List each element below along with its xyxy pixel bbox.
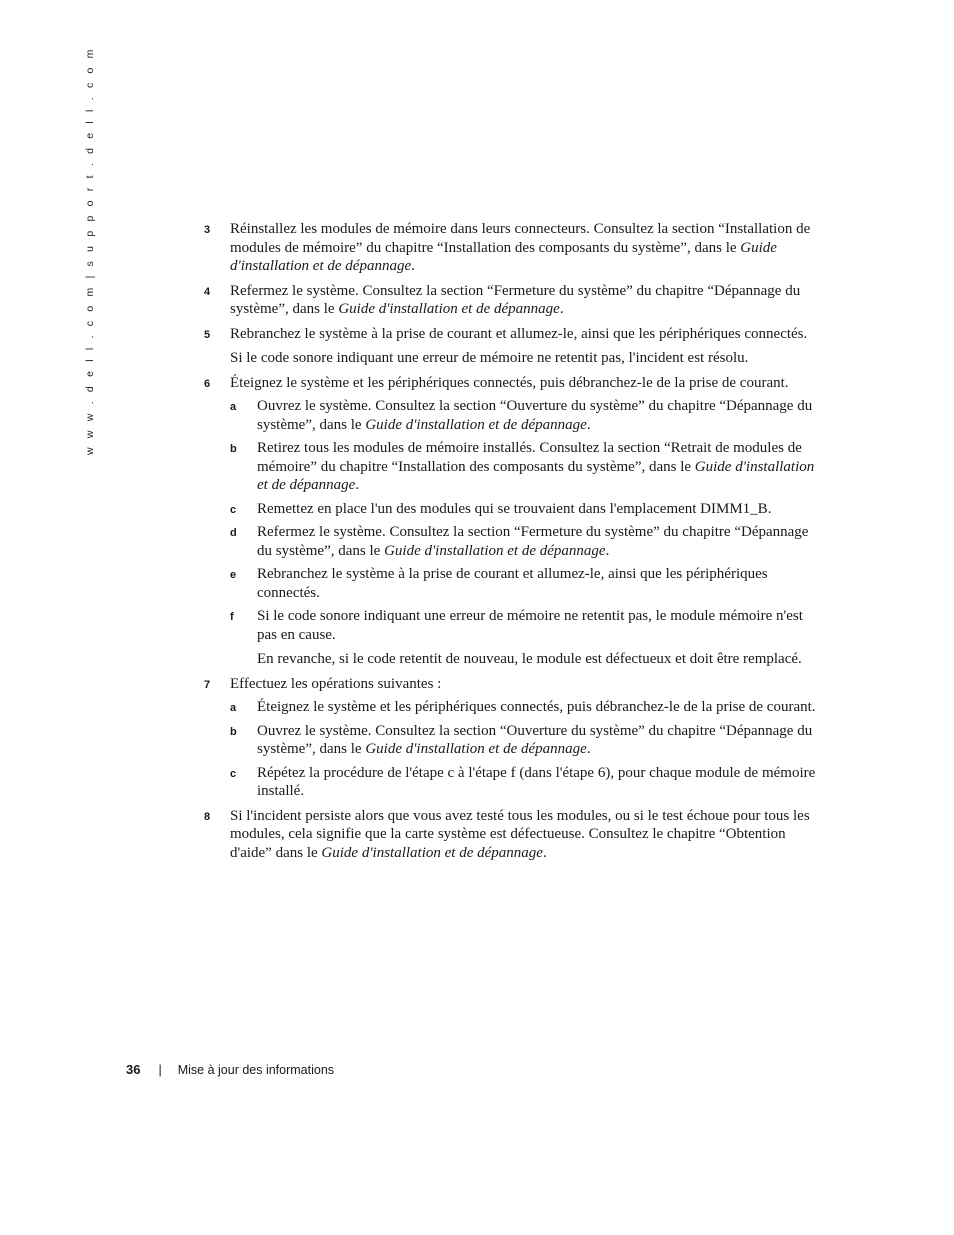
- step-5: [204, 325, 824, 368]
- substep-letter: a: [230, 702, 237, 714]
- substep-letter: c: [230, 503, 237, 516]
- substep-d: [230, 523, 824, 560]
- step-text: Éteignez le système et les périphériques connectés, puis débranchez-le de la prise de courant.: [230, 374, 789, 391]
- substep-text: Éteignez le système et les périphériques connectés, puis débranchez-le de la prise de courant.: [257, 699, 816, 715]
- step-number: 8: [204, 810, 211, 823]
- substep-f: [230, 607, 824, 669]
- step-continuation: Si le code sonore indiquant une erreur de mémoire ne retentit pas, l'incident est résolu.: [230, 350, 749, 366]
- step-text: Refermez le système. Consultez la section “Fermeture du système” du chapitre “Dépannage du système”, dans le Guide d'installation et de dépannage.: [230, 282, 801, 317]
- guide-reference: Guide d'installation et de dépannage: [257, 458, 815, 493]
- substep-b: [230, 722, 824, 759]
- step-number: 3: [204, 224, 211, 236]
- step-4: [204, 282, 824, 319]
- guide-reference: Guide d'installation et de dépannage: [338, 301, 560, 317]
- substep-letter: a: [230, 401, 237, 413]
- substep-letter: b: [230, 725, 237, 738]
- substep-e: [230, 565, 824, 602]
- procedure-list: [204, 220, 824, 868]
- step-number: 5: [204, 328, 211, 341]
- step-3: [204, 220, 824, 276]
- substep-text: Refermez le système. Consultez la section “Fermeture du système” du chapitre “Dépannage du système”, dans le Guide d'installation et de dépannage.: [257, 524, 809, 559]
- substep-text: Retirez tous les modules de mémoire installés. Consultez la section “Retrait de modules de mémoire” du chapitre “Installation des composants du système”, dans le Guide d'installation et de dépannage.: [257, 440, 815, 493]
- page-footer: [126, 1062, 334, 1077]
- step-text: Effectuez les opérations suivantes :: [230, 675, 442, 692]
- guide-reference: Guide d'installation et de dépannage: [321, 844, 543, 861]
- page-number: 36: [126, 1062, 141, 1077]
- guide-reference: Guide d'installation et de dépannage: [365, 741, 587, 757]
- substep-letter: f: [230, 611, 234, 623]
- substep-c: [230, 500, 824, 519]
- substep-text: Remettez en place l'un des modules qui se trouvaient dans l'emplacement DIMM1_B.: [257, 500, 772, 517]
- substeps: [230, 698, 824, 801]
- step-8: [204, 807, 824, 863]
- substep-text: Rebranchez le système à la prise de courant et allumez-le, ainsi que les périphériques connectés.: [257, 566, 768, 601]
- guide-reference: Guide d'installation et de dépannage: [365, 416, 587, 433]
- guide-reference: Guide d'installation et de dépannage: [230, 239, 777, 274]
- substep-letter: b: [230, 443, 237, 455]
- step-number: 7: [204, 678, 211, 691]
- substep-text: Répétez la procédure de l'étape c à l'étape f (dans l'étape 6), pour chaque module de mémoire installé.: [257, 764, 816, 799]
- side-url-text: w w w . d e l l . c o m | s u p p o r t . d e l l . c o m: [84, 46, 96, 455]
- substep-c: [230, 764, 824, 801]
- step-6: [204, 374, 824, 669]
- step-number: 6: [204, 377, 211, 390]
- step-text: Réinstallez les modules de mémoire dans leurs connecteurs. Consultez la section “Installation de modules de mémoire” du chapitre “Installation des composants du système”, dans le Guide d'installation et de dépannage.: [230, 221, 811, 274]
- section-title: Mise à jour des informations: [177, 1063, 335, 1077]
- step-text: Rebranchez le système à la prise de courant et allumez-le, ainsi que les périphériques connectés.: [230, 325, 808, 342]
- guide-reference: Guide d'installation et de dépannage: [384, 542, 606, 559]
- substep-letter: e: [230, 569, 237, 581]
- substep-letter: c: [230, 767, 237, 780]
- substep-a: [230, 397, 824, 434]
- step-7: [204, 675, 824, 801]
- substep-continuation: En revanche, si le code retentit de nouveau, le module est défectueux et doit être remplacé.: [257, 651, 802, 667]
- substep-a: [230, 698, 824, 717]
- substep-letter: d: [230, 527, 237, 539]
- step-text: Si l'incident persiste alors que vous avez testé tous les modules, ou si le test échoue pour tous les modules, cela signifie que la carte système est défectueuse. Consultez le chapitre “Obtention d'aide” dans le Guide d'installation et de dépannage.: [230, 807, 810, 861]
- footer-separator: |: [158, 1063, 162, 1077]
- substep-text: Ouvrez le système. Consultez la section “Ouverture du système” du chapitre “Dépannage du système”, dans le Guide d'installation et de dépannage.: [257, 398, 813, 433]
- substep-b: [230, 439, 824, 495]
- substeps: [230, 397, 824, 669]
- substep-text: Si le code sonore indiquant une erreur de mémoire ne retentit pas, le module mémoire n'est pas en cause.: [257, 608, 803, 643]
- substep-text: Ouvrez le système. Consultez la section “Ouverture du système” du chapitre “Dépannage du système”, dans le Guide d'installation et de dépannage.: [257, 722, 813, 757]
- step-number: 4: [204, 285, 211, 298]
